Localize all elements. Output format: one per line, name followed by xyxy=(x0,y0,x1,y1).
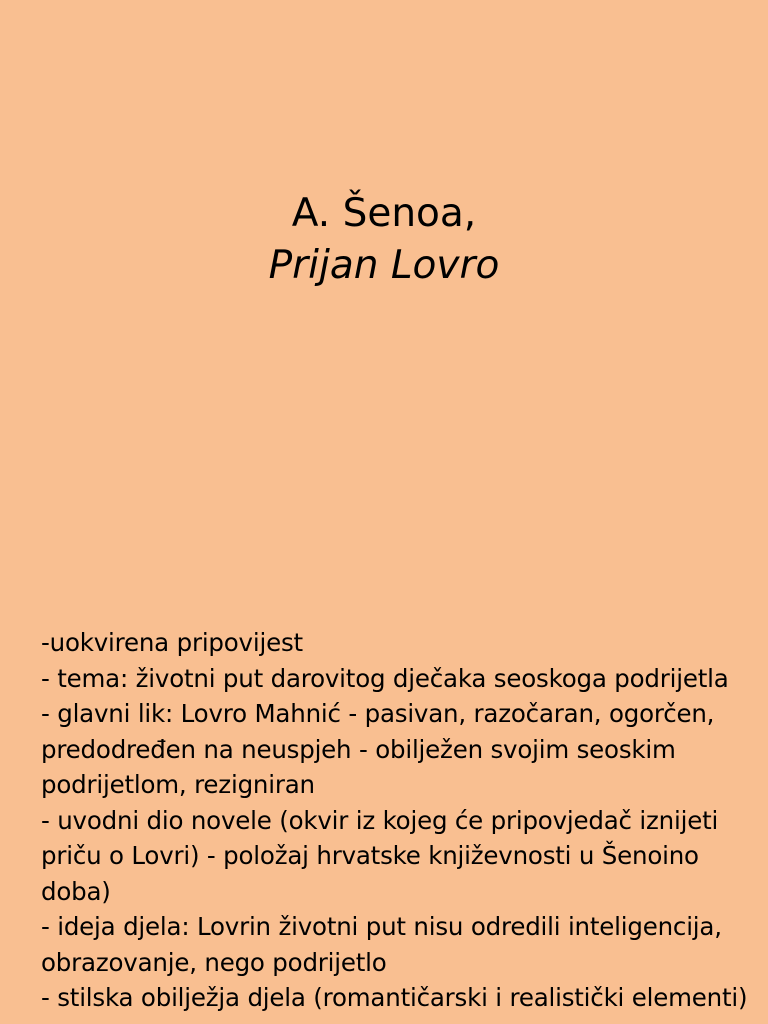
body-line: -uokvirena pripovijest xyxy=(41,628,303,657)
slide-body xyxy=(41,625,761,1016)
slide-title xyxy=(0,188,768,292)
body-line: - ideja djela: Lovrin životni put nisu odredili inteligencija, xyxy=(41,912,722,941)
body-line: obrazovanje, nego podrijetlo xyxy=(41,947,387,977)
body-line: - stilska obilježja djela (romantičarski i realistički elementi) xyxy=(41,983,748,1012)
body-line: doba) xyxy=(41,876,111,906)
title-author: A. Šenoa, xyxy=(291,191,477,236)
title-work: Prijan Lovro xyxy=(268,243,500,288)
body-line: - tema: životni put darovitog dječaka seoskoga podrijetla xyxy=(41,663,729,693)
body-line: podrijetlom, rezigniran xyxy=(41,770,315,799)
body-line: priču o Lovri) - položaj hrvatske književnosti u Šenoino xyxy=(41,841,699,870)
body-line: - glavni lik: Lovro Mahnić - pasivan, razočaran, ogorčen, xyxy=(41,699,715,728)
body-line: - uvodni dio novele (okvir iz kojeg će pripovjedač iznijeti xyxy=(41,805,719,835)
body-line: predodređen na neuspjeh - obilježen svojim seoskim xyxy=(41,734,676,764)
